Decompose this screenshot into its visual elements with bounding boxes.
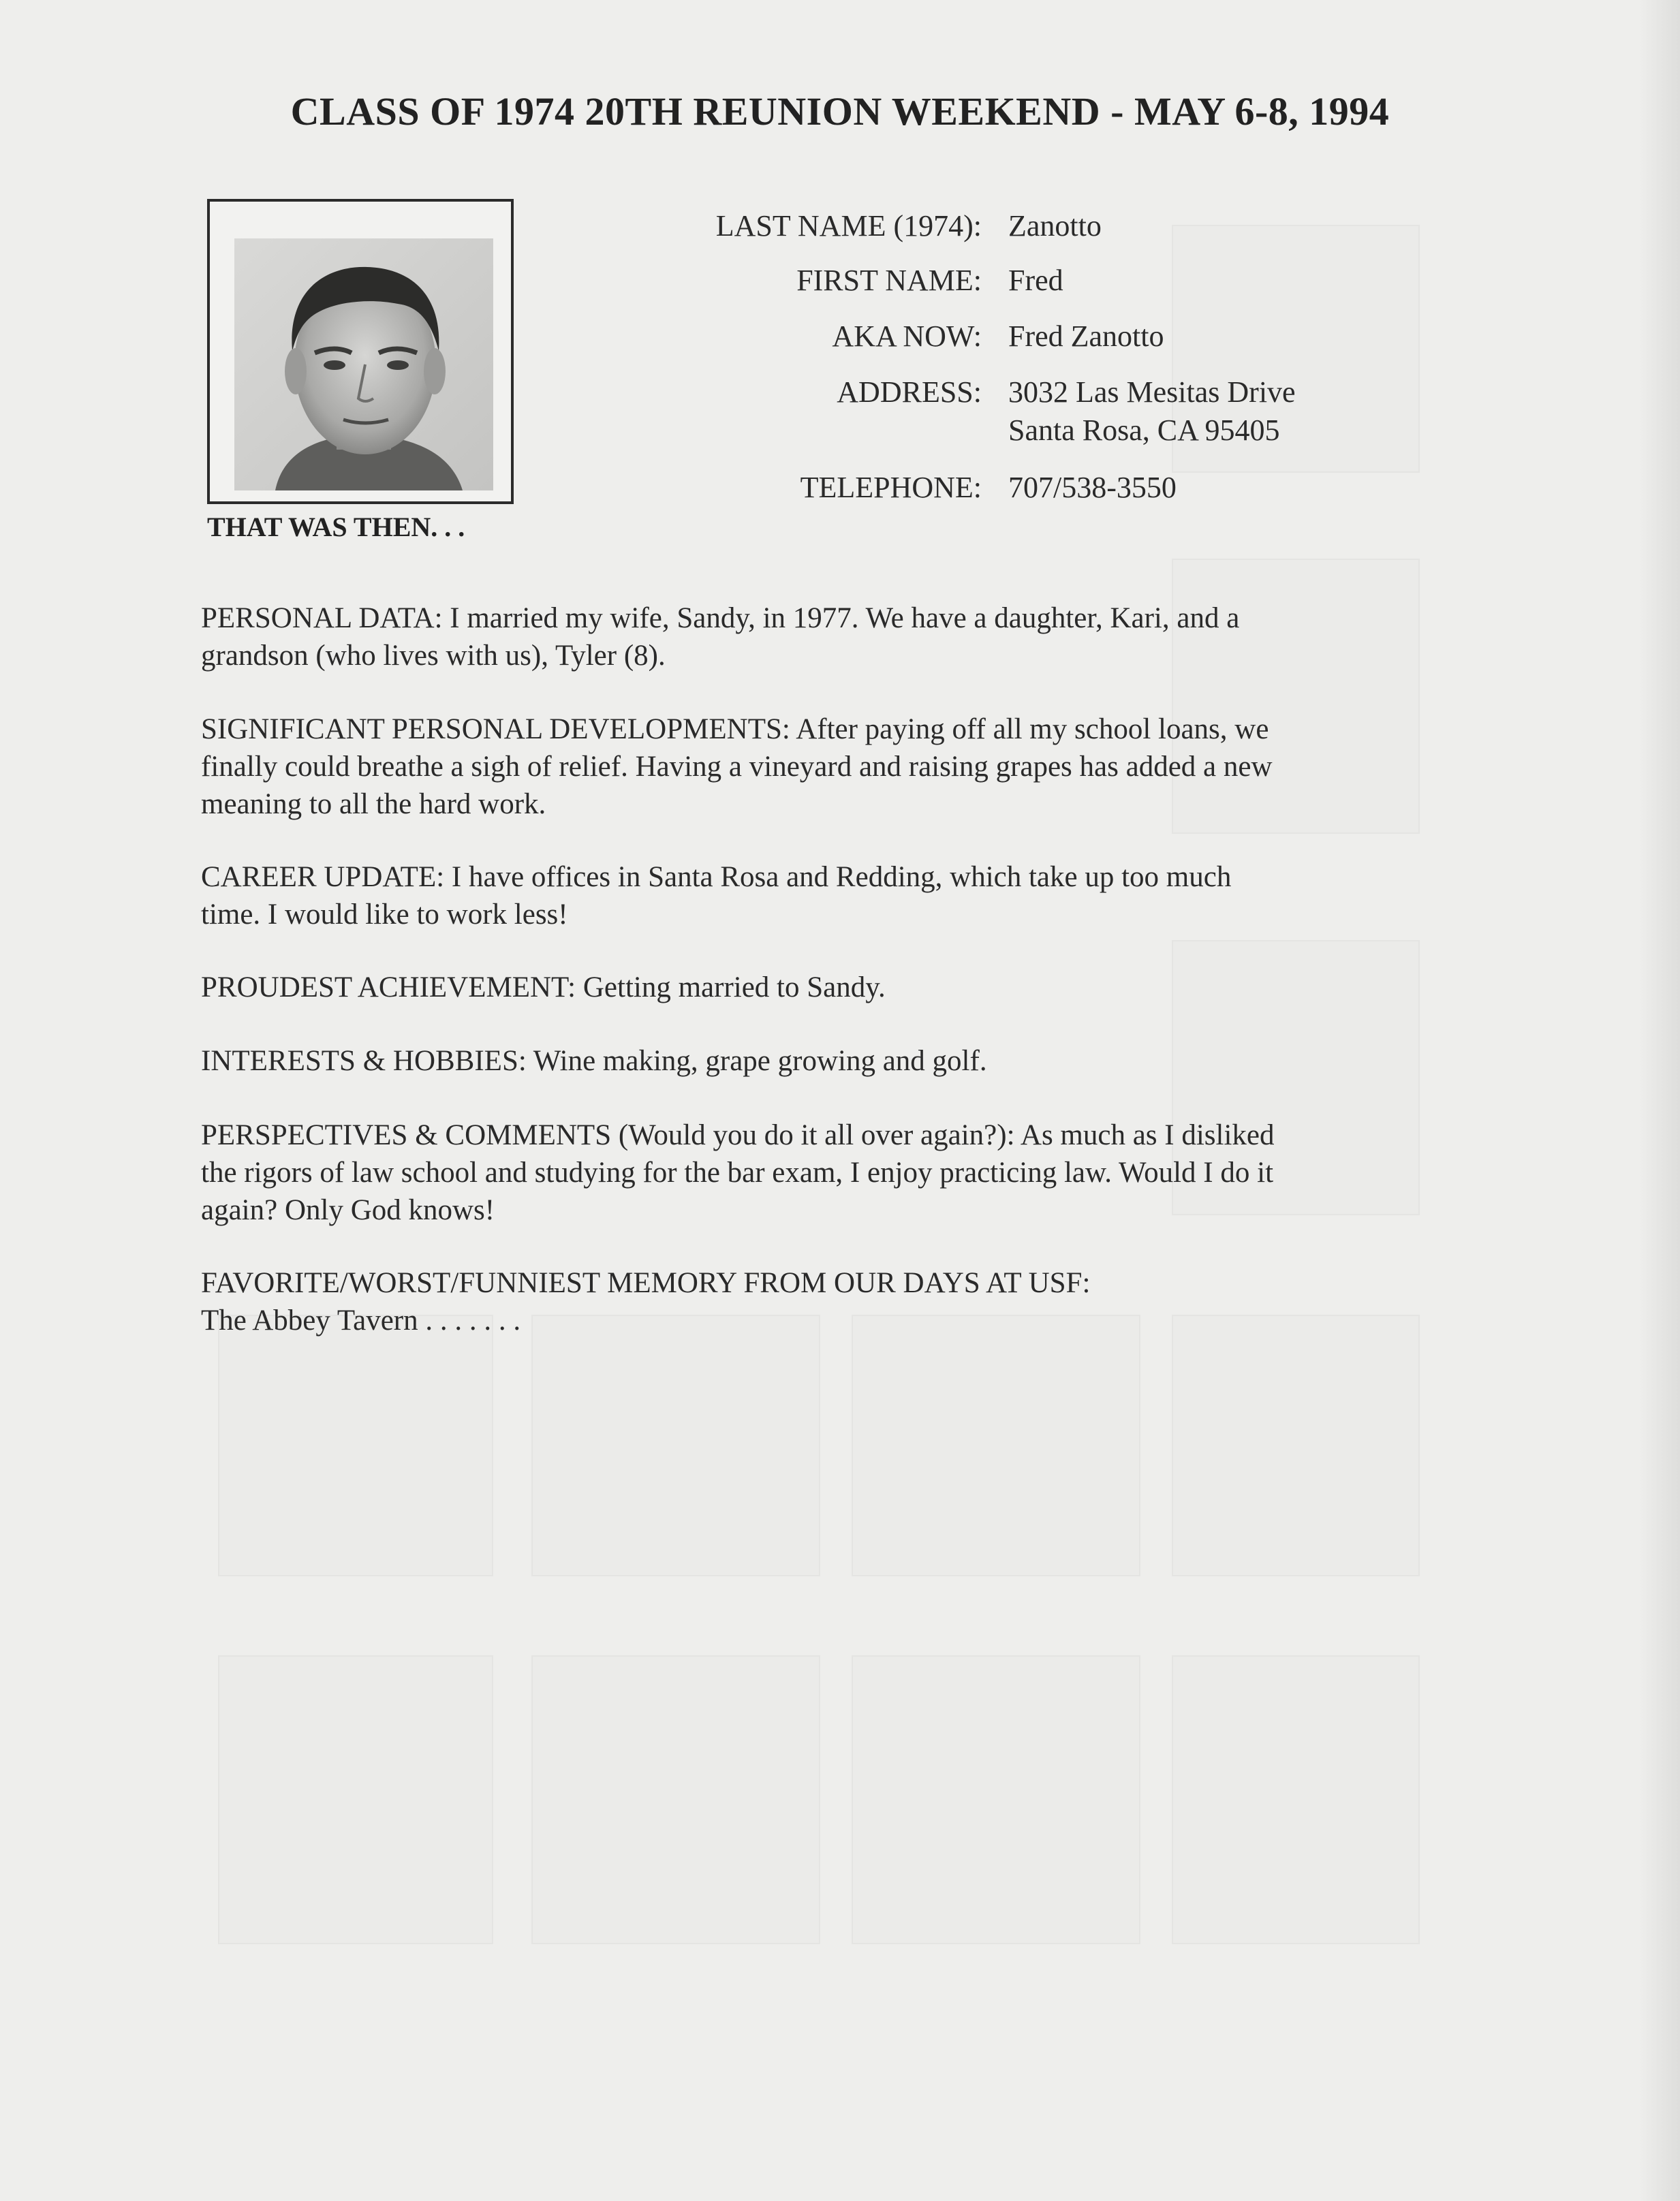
address-line-2: Santa Rosa, CA 95405 — [1008, 413, 1280, 447]
address-line-1: 3032 Las Mesitas Drive — [1008, 375, 1296, 409]
career-update-line: CAREER UPDATE: I have offices in Santa Rosa and Redding, which take up too much — [201, 861, 1232, 893]
bleed-through-photo-9 — [531, 1655, 820, 1944]
proudest-achievement-section — [201, 969, 1427, 1006]
portrait-image — [234, 238, 493, 490]
yearbook-photo — [207, 199, 514, 504]
aka-value: Fred Zanotto — [1008, 319, 1164, 353]
personal-data-section — [201, 599, 1427, 674]
bleed-through-photo-6 — [531, 1315, 820, 1576]
telephone-label: TELEPHONE: — [800, 471, 982, 504]
personal-data-line: PERSONAL DATA: I married my wife, Sandy, in 1977. We have a daughter, Kari, and a — [201, 602, 1240, 634]
bleed-through-photo-5 — [218, 1315, 493, 1576]
perspectives-line: PERSPECTIVES & COMMENTS (Would you do it all over again?): As much as I disliked — [201, 1119, 1275, 1151]
memory-line: The Abbey Tavern . . . . . . . — [201, 1305, 521, 1337]
last-name-label: LAST NAME (1974): — [715, 209, 982, 243]
proudest-achievement-line: PROUDEST ACHIEVEMENT: Getting married to Sandy. — [201, 971, 886, 1003]
career-update-line: time. I would like to work less! — [201, 899, 568, 931]
bleed-through-photo-8 — [218, 1655, 493, 1944]
memory-line: FAVORITE/WORST/FUNNIEST MEMORY FROM OUR DAYS AT USF: — [201, 1267, 1091, 1299]
interests-hobbies-line: INTERESTS & HOBBIES: Wine making, grape growing and golf. — [201, 1045, 987, 1077]
bleed-through-photo-10 — [852, 1655, 1140, 1944]
bleed-through-photo-4 — [1172, 1315, 1420, 1576]
aka-label: AKA NOW: — [832, 319, 982, 353]
developments-line: SIGNIFICANT PERSONAL DEVELOPMENTS: After paying off all my school loans, we — [201, 713, 1269, 745]
developments-line: finally could breathe a sigh of relief. Having a vineyard and raising grapes has added a new — [201, 751, 1273, 783]
significant-developments-section — [201, 711, 1427, 823]
perspectives-line: again? Only God knows! — [201, 1194, 495, 1226]
personal-data-line: grandson (who lives with us), Tyler (8). — [201, 640, 666, 672]
page-edge-shadow — [1639, 0, 1680, 2201]
career-update-section — [201, 858, 1427, 933]
bleed-through-photo-11 — [1172, 1655, 1420, 1944]
first-name-label: FIRST NAME: — [796, 264, 982, 297]
telephone-value: 707/538-3550 — [1008, 471, 1177, 504]
last-name-value: Zanotto — [1008, 209, 1102, 243]
developments-line: meaning to all the hard work. — [201, 788, 546, 820]
bleed-through-photo-7 — [852, 1315, 1140, 1576]
memory-section — [201, 1264, 1427, 1339]
photo-caption: THAT WAS THEN. . . — [207, 512, 465, 542]
address-label: ADDRESS: — [837, 375, 982, 409]
first-name-value: Fred — [1008, 264, 1063, 297]
interests-hobbies-section — [201, 1042, 1427, 1080]
perspectives-line: the rigors of law school and studying for the bar exam, I enjoy practicing law. Would I do it — [201, 1157, 1274, 1189]
perspectives-section — [201, 1117, 1427, 1229]
page-title: CLASS OF 1974 20TH REUNION WEEKEND - MAY 6-8, 1994 — [290, 89, 1390, 134]
